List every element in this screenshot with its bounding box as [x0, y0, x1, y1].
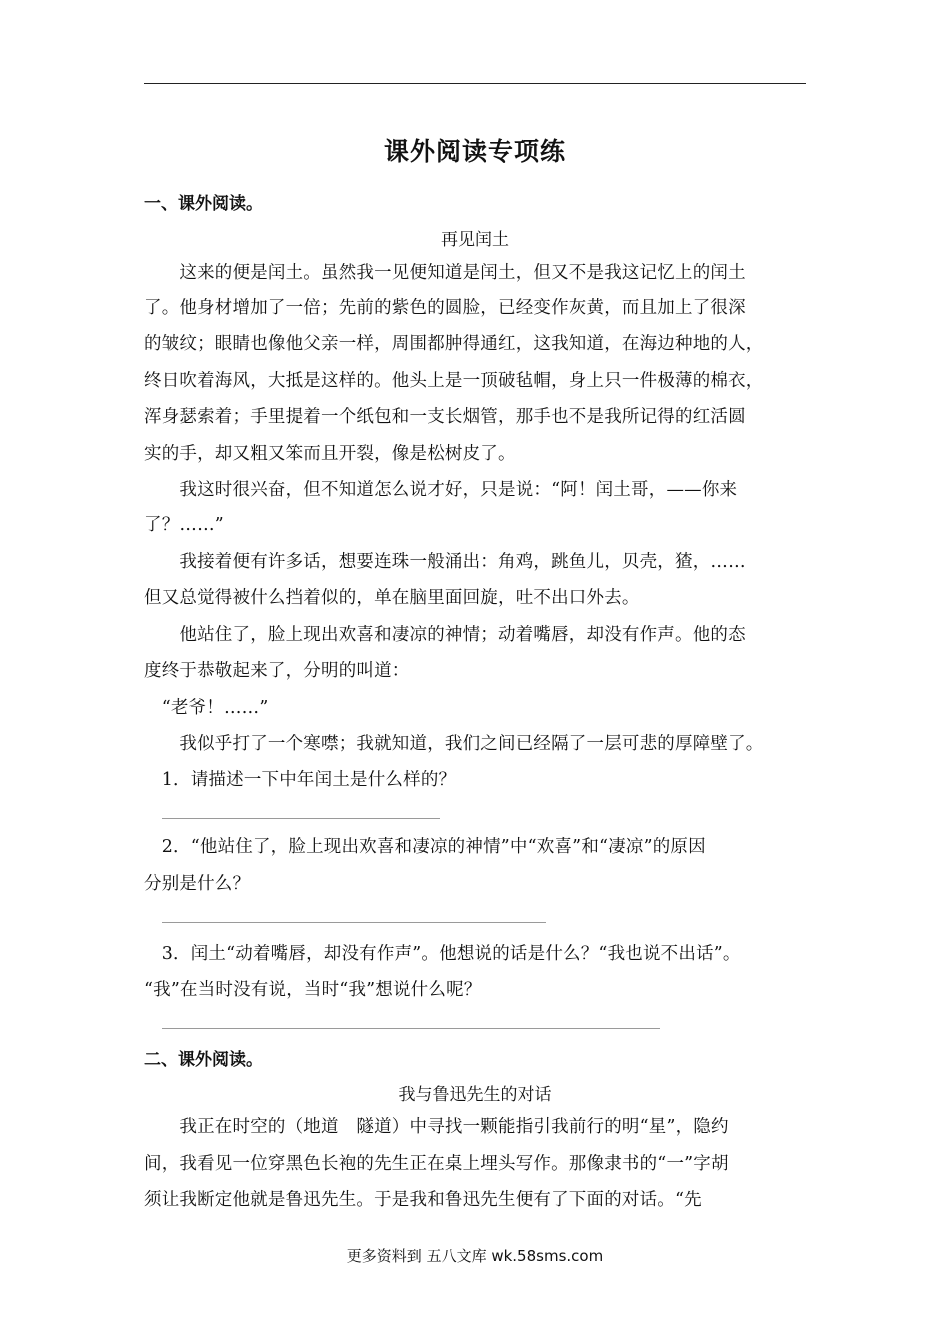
passage-2-line: 间，我看见一位穿黑色长袍的先生正在桌上埋头写作。那像隶书的“一”字胡: [144, 1154, 729, 1174]
section-1-heading: 一、课外阅读。: [144, 194, 263, 214]
passage-1-line: “老爷！……”: [144, 698, 269, 718]
passage-1-line: 我接着便有许多话，想要连珠一般涌出：角鸡，跳鱼儿，贝壳，猹，……: [144, 552, 746, 572]
passage-1-line: 我似乎打了一个寒噤；我就知道，我们之间已经隔了一层可悲的厚障壁了。: [144, 734, 764, 754]
passage-1-line: 我这时很兴奋，但不知道怎么说才好，只是说：“阿！闰土哥，——你来: [144, 480, 738, 500]
passage-1-line: 的皱纹；眼睛也像他父亲一样，周围都肿得通红，这我知道，在海边种地的人，: [144, 334, 764, 354]
section-2-heading: 二、课外阅读。: [144, 1050, 263, 1070]
answer-line-1[interactable]: [162, 818, 440, 819]
passage-1-line: 了？……”: [144, 515, 224, 535]
question-2: 2．“他站住了，脸上现出欢喜和凄凉的神情”中“欢喜”和“凄凉”的原因: [144, 837, 706, 857]
passage-1-line: 浑身瑟索着；手里提着一个纸包和一支长烟管，那手也不是我所记得的红活圆: [144, 407, 746, 427]
passage-1-line: 终日吹着海风，大抵是这样的。他头上是一顶破毡帽，身上只一件极薄的棉衣，: [144, 371, 764, 391]
question-1: 1．请描述一下中年闰土是什么样的？: [144, 770, 457, 790]
passage-1-line: 但又总觉得被什么挡着似的，单在脑里面回旋，吐不出口外去。: [144, 588, 640, 608]
passage-1-line: 了。他身材增加了一倍；先前的紫色的圆脸，已经变作灰黄，而且加上了很深: [144, 298, 746, 318]
passage-2-title: 我与鲁迅先生的对话: [398, 1085, 552, 1105]
passage-1-line: 这来的便是闰土。虽然我一见便知道是闰土，但又不是我这记忆上的闰土: [144, 263, 746, 283]
answer-line-2[interactable]: [162, 922, 546, 923]
footer-link[interactable]: 更多资料到 五八文库 wk.58sms.com: [346, 1247, 604, 1265]
question-3: “我”在当时没有说，当时“我”想说什么呢？: [144, 980, 482, 1000]
question-3: 3．闰土“动着嘴唇，却没有作声”。他想说的话是什么？“我也说不出话”。: [144, 944, 741, 964]
passage-1-line: 他站住了，脸上现出欢喜和凄凉的神情；动着嘴唇，却没有作声。他的态: [144, 625, 746, 645]
passage-1-line: 度终于恭敬起来了，分明的叫道：: [144, 661, 410, 681]
passage-2-line: 须让我断定他就是鲁迅先生。于是我和鲁迅先生便有了下面的对话。“先: [144, 1190, 702, 1210]
question-2: 分别是什么？: [144, 874, 251, 894]
passage-1-title: 再见闰土: [441, 230, 509, 250]
answer-line-3[interactable]: [162, 1028, 660, 1029]
header-rule: [144, 83, 806, 84]
passage-2-line: 我正在时空的（地道 隧道）中寻找一颗能指引我前行的明“星”，隐约: [144, 1117, 729, 1137]
page-title: 课外阅读专项练: [383, 137, 566, 166]
passage-1-line: 实的手，却又粗又笨而且开裂，像是松树皮了。: [144, 444, 516, 464]
